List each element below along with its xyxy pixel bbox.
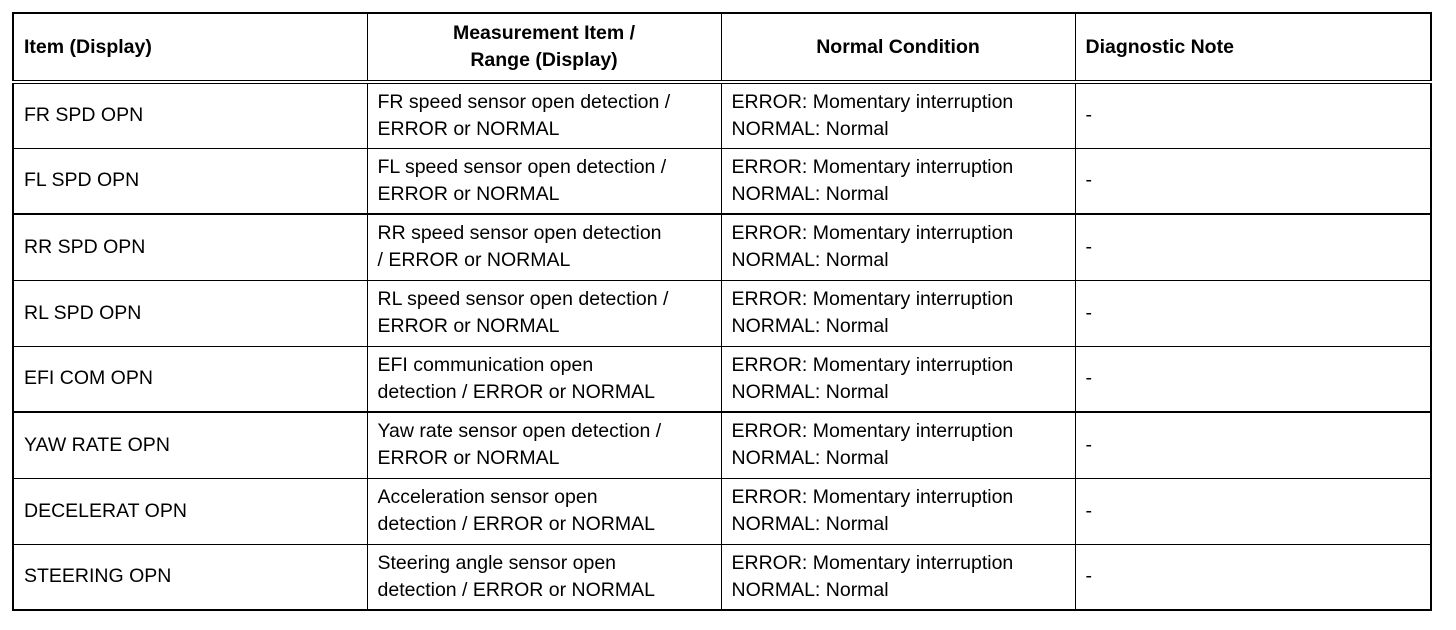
item-cell: FR SPD OPN [13,82,367,148]
measurement-cell [367,478,721,544]
item-cell: RR SPD OPN [13,214,367,280]
measurement-line2: ERROR or NORMAL [377,315,560,337]
measurement-line1: RL speed sensor open detection / [377,288,669,310]
measurement-line2: ERROR or NORMAL [377,182,560,205]
condition-line1: ERROR: Momentary interruption [731,551,1014,574]
condition-cell [721,544,1075,610]
note-cell: - [1075,478,1431,544]
header-condition: Normal Condition [721,13,1075,82]
measurement-line2: / ERROR or NORMAL [377,249,571,272]
condition-line1: ERROR: Momentary interruption [731,353,1014,376]
measurement-line1: Yaw rate sensor open detection / [377,420,662,443]
measurement-cell [367,280,721,346]
condition-line2: NORMAL: Normal [731,249,889,272]
condition-line1: ERROR: Momentary interruption [731,222,1014,245]
table-row [13,148,1431,214]
header-measurement [367,13,721,82]
header-note: Diagnostic Note [1075,13,1431,82]
condition-line1: ERROR: Momentary interruption [731,420,1014,443]
condition-cell [721,346,1075,412]
diagnostic-data-table [12,12,1432,611]
note-cell: - [1075,214,1431,280]
condition-line1: ERROR: Momentary interruption [731,155,1014,178]
table-row [13,544,1431,610]
condition-line2: NORMAL: Normal [731,315,889,337]
table-row [13,346,1431,412]
table-row [13,478,1431,544]
measurement-cell [367,148,721,214]
condition-line1: ERROR: Momentary interruption [731,288,1014,310]
table-row [13,280,1431,346]
measurement-line2: ERROR or NORMAL [377,447,560,470]
item-cell: STEERING OPN [13,544,367,610]
condition-line2: NORMAL: Normal [731,182,889,205]
measurement-line1: EFI communication open [377,353,594,376]
table-row [13,412,1431,478]
condition-line2: NORMAL: Normal [731,578,889,601]
measurement-line2: detection / ERROR or NORMAL [377,513,655,535]
condition-cell [721,478,1075,544]
header-item: Item (Display) [13,13,367,82]
table-row [13,82,1431,148]
note-cell: - [1075,412,1431,478]
item-cell: EFI COM OPN [13,346,367,412]
condition-cell [721,214,1075,280]
item-cell: YAW RATE OPN [13,412,367,478]
note-cell: - [1075,280,1431,346]
measurement-cell [367,412,721,478]
measurement-line1: RR speed sensor open detection [377,222,662,245]
measurement-line2: ERROR or NORMAL [377,117,560,140]
table-row [13,214,1431,280]
measurement-cell [367,82,721,148]
measurement-cell [367,214,721,280]
header-measurement-line2: Range (Display) [470,49,618,71]
measurement-line1: FL speed sensor open detection / [377,155,667,178]
condition-line1: ERROR: Momentary interruption [731,486,1014,508]
item-cell: FL SPD OPN [13,148,367,214]
note-cell: - [1075,82,1431,148]
item-cell: RL SPD OPN [13,280,367,346]
header-row [13,13,1431,82]
note-cell: - [1075,346,1431,412]
condition-line2: NORMAL: Normal [731,513,889,535]
measurement-line1: Acceleration sensor open [377,486,598,508]
measurement-line2: detection / ERROR or NORMAL [377,380,655,403]
condition-line2: NORMAL: Normal [731,117,889,140]
condition-cell [721,148,1075,214]
condition-line1: ERROR: Momentary interruption [731,90,1014,113]
measurement-cell [367,544,721,610]
note-cell: - [1075,544,1431,610]
measurement-line1: FR speed sensor open detection / [377,90,671,113]
condition-line2: NORMAL: Normal [731,380,889,403]
header-measurement-line1: Measurement Item / [452,22,636,44]
measurement-line2: detection / ERROR or NORMAL [377,578,655,601]
item-cell: DECELERAT OPN [13,478,367,544]
note-cell: - [1075,148,1431,214]
condition-cell [721,412,1075,478]
condition-cell [721,280,1075,346]
measurement-cell [367,346,721,412]
condition-line2: NORMAL: Normal [731,447,889,470]
condition-cell [721,82,1075,148]
measurement-line1: Steering angle sensor open [377,551,617,574]
